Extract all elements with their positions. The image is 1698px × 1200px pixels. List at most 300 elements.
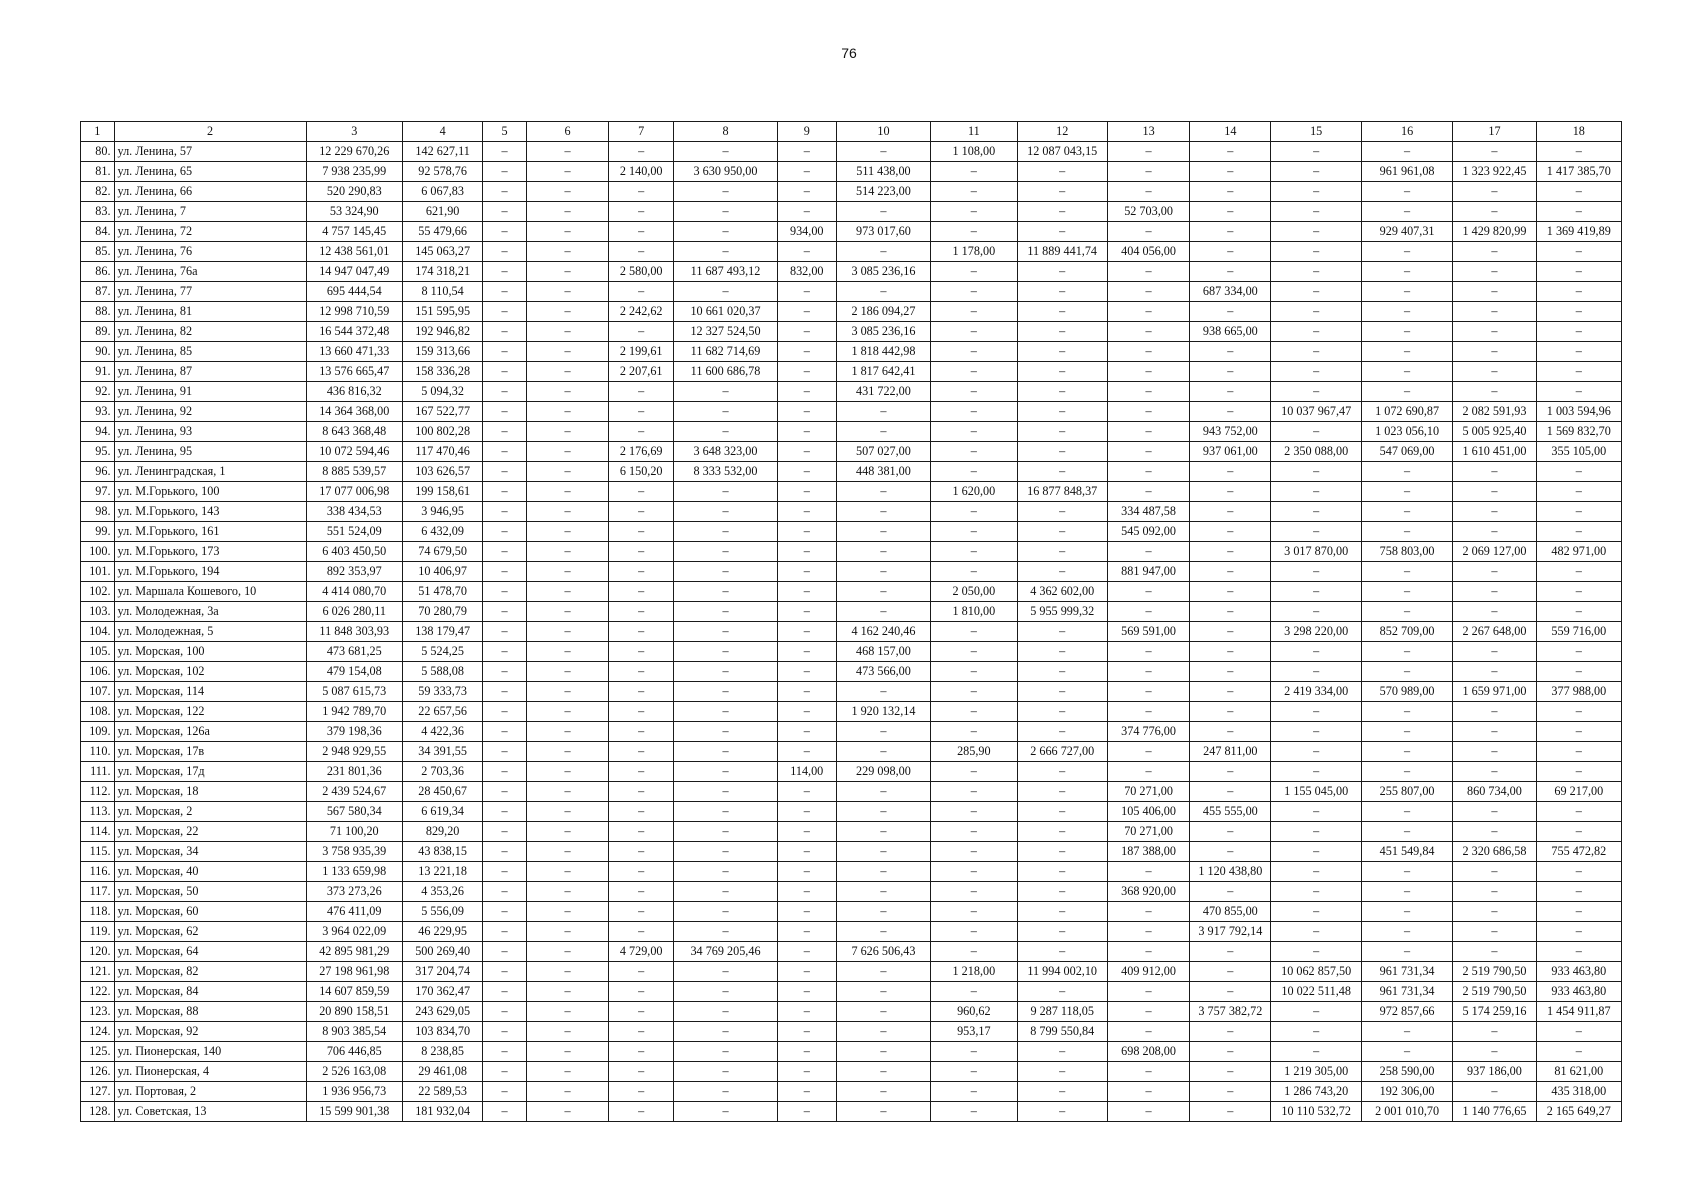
value-cell: – bbox=[1536, 482, 1621, 502]
value-cell: 832,00 bbox=[777, 262, 836, 282]
value-cell: – bbox=[931, 222, 1017, 242]
address-cell: ул. Ленина, 76 bbox=[114, 242, 306, 262]
value-cell: – bbox=[931, 382, 1017, 402]
value-cell: – bbox=[483, 502, 527, 522]
value-cell: – bbox=[1190, 562, 1271, 582]
value-cell: – bbox=[777, 802, 836, 822]
value-cell: 1 023 056,10 bbox=[1361, 422, 1452, 442]
value-cell: – bbox=[1190, 602, 1271, 622]
value-cell: 479 154,08 bbox=[306, 662, 403, 682]
value-cell: – bbox=[526, 402, 608, 422]
value-cell: – bbox=[483, 922, 527, 942]
value-cell: – bbox=[1107, 942, 1189, 962]
value-cell: – bbox=[1361, 702, 1452, 722]
value-cell: – bbox=[483, 982, 527, 1002]
value-cell: – bbox=[674, 1082, 778, 1102]
value-cell: – bbox=[483, 742, 527, 762]
value-cell: 11 848 303,93 bbox=[306, 622, 403, 642]
value-cell: – bbox=[526, 622, 608, 642]
value-cell: – bbox=[836, 1042, 930, 1062]
value-cell: 192 306,00 bbox=[1361, 1082, 1452, 1102]
value-cell: – bbox=[931, 862, 1017, 882]
value-cell: – bbox=[526, 822, 608, 842]
value-cell: – bbox=[1107, 1062, 1189, 1082]
value-cell: 255 807,00 bbox=[1361, 782, 1452, 802]
value-cell: – bbox=[1107, 442, 1189, 462]
address-cell: ул. М.Горького, 100 bbox=[114, 482, 306, 502]
value-cell: – bbox=[1361, 482, 1452, 502]
value-cell: – bbox=[1453, 582, 1536, 602]
value-cell: 473 566,00 bbox=[836, 662, 930, 682]
column-header: 4 bbox=[403, 122, 483, 142]
address-cell: ул. Морская, 114 bbox=[114, 682, 306, 702]
value-cell: – bbox=[526, 882, 608, 902]
value-cell: – bbox=[1190, 542, 1271, 562]
value-cell: 3 946,95 bbox=[403, 502, 483, 522]
value-cell: – bbox=[526, 602, 608, 622]
row-number-cell: 105. bbox=[81, 642, 115, 662]
table-row bbox=[81, 862, 1622, 882]
table-row bbox=[81, 442, 1622, 462]
value-cell: – bbox=[1453, 502, 1536, 522]
value-cell: – bbox=[483, 782, 527, 802]
value-cell: – bbox=[931, 1082, 1017, 1102]
value-cell: 1 369 419,89 bbox=[1536, 222, 1621, 242]
table-row bbox=[81, 1102, 1622, 1122]
value-cell: – bbox=[1190, 402, 1271, 422]
value-cell: – bbox=[1190, 662, 1271, 682]
value-cell: 34 769 205,46 bbox=[674, 942, 778, 962]
value-cell: – bbox=[777, 1002, 836, 1022]
value-cell: – bbox=[1190, 142, 1271, 162]
value-cell: – bbox=[483, 762, 527, 782]
value-cell: 4 362 602,00 bbox=[1017, 582, 1107, 602]
value-cell: – bbox=[526, 922, 608, 942]
value-cell: 1 072 690,87 bbox=[1361, 402, 1452, 422]
value-cell: – bbox=[1361, 642, 1452, 662]
value-cell: – bbox=[1107, 602, 1189, 622]
value-cell: – bbox=[1453, 302, 1536, 322]
value-cell: 187 388,00 bbox=[1107, 842, 1189, 862]
value-cell: – bbox=[777, 702, 836, 722]
value-cell: – bbox=[1107, 182, 1189, 202]
value-cell: – bbox=[1271, 1002, 1361, 1022]
value-cell: – bbox=[836, 602, 930, 622]
value-cell: 34 391,55 bbox=[403, 742, 483, 762]
value-cell: 1 569 832,70 bbox=[1536, 422, 1621, 442]
address-cell: ул. Морская, 100 bbox=[114, 642, 306, 662]
value-cell: – bbox=[1107, 162, 1189, 182]
value-cell: 2 199,61 bbox=[609, 342, 674, 362]
row-number-cell: 127. bbox=[81, 1082, 115, 1102]
value-cell: 961 961,08 bbox=[1361, 162, 1452, 182]
value-cell: – bbox=[674, 142, 778, 162]
value-cell: – bbox=[1271, 582, 1361, 602]
value-cell: – bbox=[1017, 942, 1107, 962]
value-cell: – bbox=[1453, 282, 1536, 302]
row-number-cell: 101. bbox=[81, 562, 115, 582]
address-cell: ул. Пионерская, 140 bbox=[114, 1042, 306, 1062]
table-row bbox=[81, 742, 1622, 762]
value-cell: – bbox=[1536, 142, 1621, 162]
value-cell: 4 757 145,45 bbox=[306, 222, 403, 242]
value-cell: – bbox=[1017, 662, 1107, 682]
table-row bbox=[81, 782, 1622, 802]
value-cell: – bbox=[1361, 322, 1452, 342]
value-cell: – bbox=[836, 142, 930, 162]
value-cell: – bbox=[1017, 182, 1107, 202]
value-cell: – bbox=[1536, 502, 1621, 522]
value-cell: – bbox=[526, 982, 608, 1002]
value-cell: 4 729,00 bbox=[609, 942, 674, 962]
address-cell: ул. Ленина, 72 bbox=[114, 222, 306, 242]
value-cell: – bbox=[1017, 1082, 1107, 1102]
value-cell: – bbox=[1271, 822, 1361, 842]
value-cell: – bbox=[1453, 142, 1536, 162]
value-cell: 5 556,09 bbox=[403, 902, 483, 922]
address-cell: ул. Ленина, 66 bbox=[114, 182, 306, 202]
value-cell: – bbox=[609, 742, 674, 762]
value-cell: – bbox=[836, 842, 930, 862]
value-cell: 258 590,00 bbox=[1361, 1062, 1452, 1082]
value-cell: – bbox=[1536, 362, 1621, 382]
value-cell: – bbox=[483, 202, 527, 222]
value-cell: – bbox=[777, 1102, 836, 1122]
value-cell: – bbox=[1271, 302, 1361, 322]
table-row bbox=[81, 202, 1622, 222]
value-cell: – bbox=[609, 882, 674, 902]
value-cell: – bbox=[1017, 342, 1107, 362]
value-cell: – bbox=[777, 1082, 836, 1102]
value-cell: – bbox=[674, 782, 778, 802]
value-cell: – bbox=[1536, 882, 1621, 902]
value-cell: 695 444,54 bbox=[306, 282, 403, 302]
value-cell: – bbox=[777, 382, 836, 402]
value-cell: – bbox=[1271, 862, 1361, 882]
value-cell: 29 461,08 bbox=[403, 1062, 483, 1082]
value-cell: – bbox=[609, 1022, 674, 1042]
value-cell: – bbox=[1190, 782, 1271, 802]
table-row bbox=[81, 402, 1622, 422]
value-cell: – bbox=[1017, 302, 1107, 322]
value-cell: – bbox=[1190, 762, 1271, 782]
value-cell: 138 179,47 bbox=[403, 622, 483, 642]
value-cell: – bbox=[1453, 662, 1536, 682]
value-cell: – bbox=[1017, 982, 1107, 1002]
value-cell: – bbox=[836, 1082, 930, 1102]
value-cell: – bbox=[777, 1062, 836, 1082]
value-cell: 42 895 981,29 bbox=[306, 942, 403, 962]
value-cell: 4 414 080,70 bbox=[306, 582, 403, 602]
value-cell: 231 801,36 bbox=[306, 762, 403, 782]
value-cell: – bbox=[836, 722, 930, 742]
value-cell: – bbox=[483, 1082, 527, 1102]
row-number-cell: 113. bbox=[81, 802, 115, 822]
value-cell: – bbox=[674, 602, 778, 622]
value-cell: 377 988,00 bbox=[1536, 682, 1621, 702]
value-cell: – bbox=[1271, 382, 1361, 402]
value-cell: – bbox=[1107, 482, 1189, 502]
value-cell: – bbox=[1271, 562, 1361, 582]
value-cell: – bbox=[1271, 802, 1361, 822]
row-number-cell: 107. bbox=[81, 682, 115, 702]
value-cell: 758 803,00 bbox=[1361, 542, 1452, 562]
value-cell: – bbox=[1361, 742, 1452, 762]
value-cell: 13 576 665,47 bbox=[306, 362, 403, 382]
value-cell: – bbox=[1107, 682, 1189, 702]
value-cell: – bbox=[483, 542, 527, 562]
value-cell: 2 419 334,00 bbox=[1271, 682, 1361, 702]
value-cell: 151 595,95 bbox=[403, 302, 483, 322]
value-cell: 2 207,61 bbox=[609, 362, 674, 382]
value-cell: – bbox=[609, 922, 674, 942]
row-number-cell: 83. bbox=[81, 202, 115, 222]
row-number-cell: 110. bbox=[81, 742, 115, 762]
address-cell: ул. Морская, 2 bbox=[114, 802, 306, 822]
value-cell: 22 657,56 bbox=[403, 702, 483, 722]
value-cell: 2 050,00 bbox=[931, 582, 1017, 602]
address-cell: ул. Молодежная, 3а bbox=[114, 602, 306, 622]
value-cell: 51 478,70 bbox=[403, 582, 483, 602]
value-cell: – bbox=[1536, 642, 1621, 662]
value-cell: – bbox=[1271, 642, 1361, 662]
value-cell: – bbox=[609, 842, 674, 862]
value-cell: – bbox=[1361, 182, 1452, 202]
value-cell: – bbox=[1453, 1042, 1536, 1062]
value-cell: 2 242,62 bbox=[609, 302, 674, 322]
value-cell: – bbox=[931, 522, 1017, 542]
row-number-cell: 96. bbox=[81, 462, 115, 482]
value-cell: – bbox=[609, 522, 674, 542]
value-cell: – bbox=[1453, 462, 1536, 482]
value-cell: 8 885 539,57 bbox=[306, 462, 403, 482]
value-cell: 28 450,67 bbox=[403, 782, 483, 802]
value-cell: 199 158,61 bbox=[403, 482, 483, 502]
value-cell: – bbox=[609, 1062, 674, 1082]
value-cell: 1 108,00 bbox=[931, 142, 1017, 162]
value-cell: – bbox=[1271, 422, 1361, 442]
value-cell: 117 470,46 bbox=[403, 442, 483, 462]
value-cell: – bbox=[526, 362, 608, 382]
value-cell: 570 989,00 bbox=[1361, 682, 1452, 702]
value-cell: 11 600 686,78 bbox=[674, 362, 778, 382]
value-cell: – bbox=[526, 722, 608, 742]
row-number-cell: 88. bbox=[81, 302, 115, 322]
value-cell: – bbox=[526, 202, 608, 222]
value-cell: – bbox=[1190, 162, 1271, 182]
value-cell: – bbox=[609, 902, 674, 922]
value-cell: – bbox=[836, 962, 930, 982]
value-cell: – bbox=[1107, 302, 1189, 322]
value-cell: – bbox=[483, 182, 527, 202]
value-cell: 379 198,36 bbox=[306, 722, 403, 742]
table-row bbox=[81, 642, 1622, 662]
value-cell: 7 626 506,43 bbox=[836, 942, 930, 962]
value-cell: – bbox=[1361, 582, 1452, 602]
address-cell: ул. Ленина, 87 bbox=[114, 362, 306, 382]
value-cell: – bbox=[483, 142, 527, 162]
value-cell: 1 620,00 bbox=[931, 482, 1017, 502]
value-cell: 559 716,00 bbox=[1536, 622, 1621, 642]
table-row bbox=[81, 282, 1622, 302]
value-cell: – bbox=[777, 242, 836, 262]
row-number-cell: 99. bbox=[81, 522, 115, 542]
value-cell: – bbox=[674, 622, 778, 642]
value-cell: 100 802,28 bbox=[403, 422, 483, 442]
value-cell: – bbox=[1107, 542, 1189, 562]
value-cell: – bbox=[1271, 702, 1361, 722]
value-cell: – bbox=[609, 542, 674, 562]
address-cell: ул. Морская, 17д bbox=[114, 762, 306, 782]
value-cell: – bbox=[1536, 702, 1621, 722]
value-cell: – bbox=[1271, 362, 1361, 382]
value-cell: – bbox=[1361, 822, 1452, 842]
value-cell: – bbox=[674, 222, 778, 242]
value-cell: – bbox=[1107, 322, 1189, 342]
value-cell: – bbox=[1271, 882, 1361, 902]
value-cell: – bbox=[1361, 902, 1452, 922]
value-cell: – bbox=[1536, 802, 1621, 822]
row-number-cell: 111. bbox=[81, 762, 115, 782]
row-number-cell: 116. bbox=[81, 862, 115, 882]
value-cell: – bbox=[777, 182, 836, 202]
value-cell: – bbox=[526, 562, 608, 582]
value-cell: – bbox=[777, 722, 836, 742]
value-cell: 71 100,20 bbox=[306, 822, 403, 842]
row-number-cell: 109. bbox=[81, 722, 115, 742]
value-cell: 1 323 922,45 bbox=[1453, 162, 1536, 182]
value-cell: 368 920,00 bbox=[1107, 882, 1189, 902]
address-cell: ул. Ленина, 65 bbox=[114, 162, 306, 182]
value-cell: – bbox=[674, 802, 778, 822]
value-cell: 934,00 bbox=[777, 222, 836, 242]
value-cell: – bbox=[1453, 362, 1536, 382]
value-cell: – bbox=[836, 1022, 930, 1042]
value-cell: – bbox=[526, 802, 608, 822]
table-row bbox=[81, 722, 1622, 742]
value-cell: – bbox=[609, 562, 674, 582]
value-cell: – bbox=[836, 982, 930, 1002]
value-cell: – bbox=[836, 1062, 930, 1082]
value-cell: – bbox=[1453, 642, 1536, 662]
value-cell: – bbox=[674, 382, 778, 402]
value-cell: – bbox=[674, 962, 778, 982]
value-cell: – bbox=[1107, 382, 1189, 402]
value-cell: – bbox=[1017, 822, 1107, 842]
row-number-cell: 100. bbox=[81, 542, 115, 562]
value-cell: – bbox=[1453, 482, 1536, 502]
value-cell: – bbox=[1017, 222, 1107, 242]
value-cell: – bbox=[1361, 942, 1452, 962]
table-body bbox=[81, 142, 1622, 1122]
value-cell: – bbox=[609, 482, 674, 502]
table-row bbox=[81, 182, 1622, 202]
row-number-cell: 117. bbox=[81, 882, 115, 902]
value-cell: 145 063,27 bbox=[403, 242, 483, 262]
address-cell: ул. Морская, 34 bbox=[114, 842, 306, 862]
value-cell: – bbox=[836, 202, 930, 222]
value-cell: 933 463,80 bbox=[1536, 982, 1621, 1002]
value-cell: – bbox=[1017, 802, 1107, 822]
value-cell: – bbox=[1107, 402, 1189, 422]
value-cell: 567 580,34 bbox=[306, 802, 403, 822]
row-number-cell: 104. bbox=[81, 622, 115, 642]
value-cell: 103 626,57 bbox=[403, 462, 483, 482]
value-cell: – bbox=[526, 222, 608, 242]
value-cell: – bbox=[1453, 342, 1536, 362]
value-cell: 448 381,00 bbox=[836, 462, 930, 482]
value-cell: – bbox=[483, 1042, 527, 1062]
value-cell: 1 610 451,00 bbox=[1453, 442, 1536, 462]
value-cell: – bbox=[836, 582, 930, 602]
table-row bbox=[81, 462, 1622, 482]
value-cell: – bbox=[836, 682, 930, 702]
address-cell: ул. Ленинградская, 1 bbox=[114, 462, 306, 482]
address-cell: ул. Морская, 22 bbox=[114, 822, 306, 842]
value-cell: – bbox=[1190, 502, 1271, 522]
value-cell: – bbox=[931, 782, 1017, 802]
value-cell: – bbox=[931, 982, 1017, 1002]
value-cell: 8 110,54 bbox=[403, 282, 483, 302]
value-cell: – bbox=[674, 402, 778, 422]
value-cell: 473 681,25 bbox=[306, 642, 403, 662]
value-cell: 43 838,15 bbox=[403, 842, 483, 862]
value-cell: 5 524,25 bbox=[403, 642, 483, 662]
value-cell: 1 417 385,70 bbox=[1536, 162, 1621, 182]
value-cell: – bbox=[1361, 342, 1452, 362]
value-cell: 482 971,00 bbox=[1536, 542, 1621, 562]
address-cell: ул. Ленина, 85 bbox=[114, 342, 306, 362]
value-cell: 6 403 450,50 bbox=[306, 542, 403, 562]
value-cell: – bbox=[836, 1002, 930, 1022]
value-cell: 1 659 971,00 bbox=[1453, 682, 1536, 702]
value-cell: – bbox=[1453, 522, 1536, 542]
value-cell: – bbox=[931, 402, 1017, 422]
value-cell: – bbox=[836, 782, 930, 802]
value-cell: – bbox=[609, 502, 674, 522]
value-cell: 3 917 792,14 bbox=[1190, 922, 1271, 942]
value-cell: – bbox=[1271, 142, 1361, 162]
value-cell: – bbox=[931, 662, 1017, 682]
value-cell: – bbox=[777, 462, 836, 482]
value-cell: – bbox=[1361, 202, 1452, 222]
value-cell: – bbox=[1361, 1022, 1452, 1042]
value-cell: – bbox=[1271, 742, 1361, 762]
value-cell: – bbox=[1453, 802, 1536, 822]
value-cell: – bbox=[1536, 1042, 1621, 1062]
value-cell: – bbox=[609, 782, 674, 802]
value-cell: 4 162 240,46 bbox=[836, 622, 930, 642]
value-cell: – bbox=[609, 402, 674, 422]
value-cell: – bbox=[777, 502, 836, 522]
value-cell: 1 936 956,73 bbox=[306, 1082, 403, 1102]
value-cell: – bbox=[483, 682, 527, 702]
value-cell: 551 524,09 bbox=[306, 522, 403, 542]
value-cell: – bbox=[526, 422, 608, 442]
value-cell: 507 027,00 bbox=[836, 442, 930, 462]
address-cell: ул. Морская, 126а bbox=[114, 722, 306, 742]
value-cell: 12 229 670,26 bbox=[306, 142, 403, 162]
value-cell: – bbox=[1190, 1022, 1271, 1042]
value-cell: 69 217,00 bbox=[1536, 782, 1621, 802]
value-cell: – bbox=[1271, 762, 1361, 782]
value-cell: 2 001 010,70 bbox=[1361, 1102, 1452, 1122]
value-cell: – bbox=[931, 882, 1017, 902]
value-cell: – bbox=[1017, 362, 1107, 382]
value-cell: – bbox=[777, 782, 836, 802]
value-cell: – bbox=[1017, 882, 1107, 902]
value-cell: 3 085 236,16 bbox=[836, 322, 930, 342]
